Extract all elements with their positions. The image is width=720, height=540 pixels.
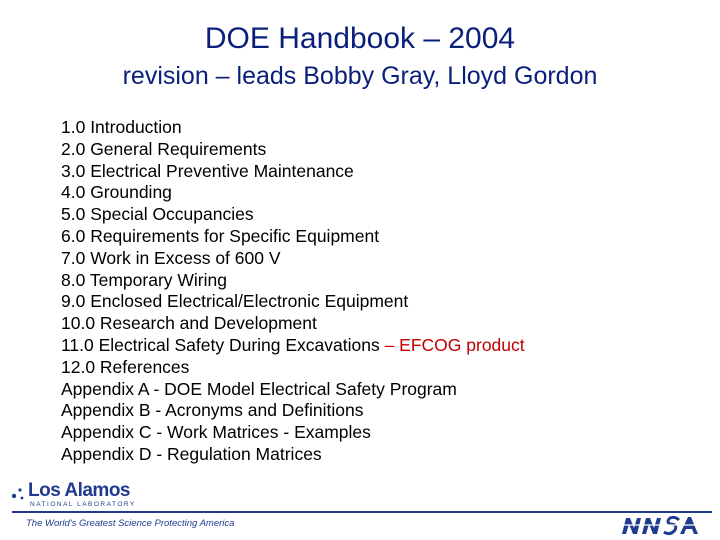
toc-item xyxy=(61,226,525,248)
toc-item xyxy=(61,444,525,466)
toc-item xyxy=(61,357,525,379)
toc-item xyxy=(61,291,525,313)
toc-item xyxy=(61,182,525,204)
footer-divider xyxy=(12,511,712,513)
toc-item-text: 4.0 Grounding xyxy=(61,182,172,203)
toc-item xyxy=(61,379,525,401)
toc-item-text: Appendix B - Acronyms and Definitions xyxy=(61,400,364,421)
footer-tagline: The World's Greatest Science Protecting America xyxy=(26,518,235,529)
toc-item-text: 11.0 Electrical Safety During Excavations xyxy=(61,334,380,355)
logo-subtitle: NATIONAL LABORATORY xyxy=(30,501,136,508)
los-alamos-logo xyxy=(10,482,160,512)
toc-item-text: 7.0 Work in Excess of 600 V xyxy=(61,247,281,268)
toc-item-text: Appendix C - Work Matrices - Examples xyxy=(61,422,371,443)
toc-item-text: Appendix A - DOE Model Electrical Safety Program xyxy=(61,378,457,399)
toc-item xyxy=(61,400,525,422)
toc-item xyxy=(61,204,525,226)
atom-icon xyxy=(10,484,28,508)
toc-item xyxy=(61,139,525,161)
toc-item xyxy=(61,270,525,292)
toc-item-text: 6.0 Requirements for Specific Equipment xyxy=(61,225,380,246)
toc-item-text: 1.0 Introduction xyxy=(61,117,182,137)
toc-item-text: 3.0 Electrical Preventive Maintenance xyxy=(61,160,354,181)
toc-item-note: – EFCOG product xyxy=(379,334,525,355)
toc-item-text: 8.0 Temporary Wiring xyxy=(61,269,227,290)
toc-item-text: 12.0 References xyxy=(61,356,190,377)
toc-item xyxy=(61,117,525,139)
toc-item-text: 2.0 General Requirements xyxy=(61,138,267,159)
toc-item-text: 9.0 Enclosed Electrical/Electronic Equipment xyxy=(61,291,409,312)
slide-title: DOE Handbook – 2004 xyxy=(204,22,516,55)
table-of-contents xyxy=(61,117,525,466)
toc-item xyxy=(61,335,525,357)
toc-item xyxy=(61,313,525,335)
toc-item xyxy=(61,422,525,444)
toc-item xyxy=(61,161,525,183)
toc-item-text: 10.0 Research and Development xyxy=(61,313,317,334)
toc-item xyxy=(61,248,525,270)
logo-name: Los Alamos xyxy=(28,480,130,501)
nnsa-logo-icon xyxy=(620,514,700,536)
slide-subtitle: revision – leads Bobby Gray, Lloyd Gordon xyxy=(122,62,598,90)
toc-item-text: Appendix D - Regulation Matrices xyxy=(61,443,322,464)
toc-item-text: 5.0 Special Occupancies xyxy=(61,204,254,225)
